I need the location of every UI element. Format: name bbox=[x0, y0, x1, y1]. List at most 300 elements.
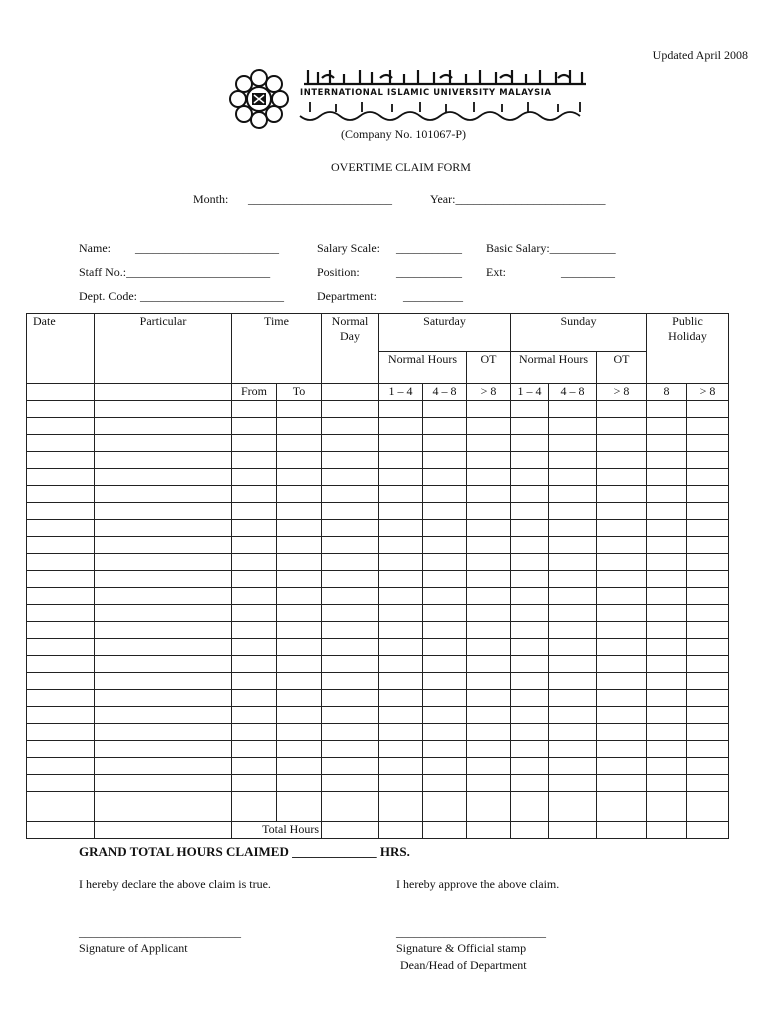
table-cell[interactable] bbox=[95, 401, 232, 418]
table-cell[interactable] bbox=[647, 486, 687, 503]
table-cell[interactable] bbox=[467, 622, 511, 639]
table-cell[interactable] bbox=[379, 486, 423, 503]
table-cell[interactable] bbox=[511, 503, 549, 520]
table-cell[interactable] bbox=[95, 724, 232, 741]
table-cell[interactable] bbox=[597, 622, 647, 639]
table-cell[interactable] bbox=[232, 520, 277, 537]
year-field[interactable]: Year:_________________________ bbox=[430, 192, 606, 206]
table-cell[interactable] bbox=[687, 486, 729, 503]
table-cell[interactable] bbox=[549, 469, 597, 486]
table-cell[interactable] bbox=[322, 792, 379, 822]
table-cell[interactable] bbox=[232, 775, 277, 792]
table-cell[interactable] bbox=[27, 792, 95, 822]
table-cell[interactable] bbox=[549, 503, 597, 520]
table-cell[interactable] bbox=[27, 656, 95, 673]
table-cell[interactable] bbox=[322, 469, 379, 486]
table-cell[interactable] bbox=[27, 486, 95, 503]
table-cell[interactable] bbox=[379, 724, 423, 741]
table-cell[interactable] bbox=[379, 588, 423, 605]
table-cell[interactable] bbox=[27, 775, 95, 792]
table-cell[interactable] bbox=[379, 656, 423, 673]
table-cell[interactable] bbox=[277, 758, 322, 775]
table-cell[interactable] bbox=[597, 639, 647, 656]
table-cell[interactable] bbox=[647, 469, 687, 486]
table-cell[interactable] bbox=[467, 469, 511, 486]
position-field[interactable]: ___________ bbox=[396, 265, 462, 279]
table-cell[interactable] bbox=[95, 605, 232, 622]
table-cell[interactable] bbox=[232, 758, 277, 775]
table-cell[interactable] bbox=[232, 792, 277, 822]
table-cell[interactable] bbox=[687, 656, 729, 673]
table-cell[interactable] bbox=[687, 537, 729, 554]
table-cell[interactable] bbox=[467, 690, 511, 707]
table-cell[interactable] bbox=[511, 486, 549, 503]
table-cell[interactable] bbox=[549, 452, 597, 469]
table-cell[interactable] bbox=[597, 741, 647, 758]
table-cell[interactable] bbox=[687, 588, 729, 605]
table-cell[interactable] bbox=[647, 588, 687, 605]
table-cell[interactable] bbox=[511, 588, 549, 605]
table-cell[interactable] bbox=[322, 571, 379, 588]
table-cell[interactable] bbox=[647, 724, 687, 741]
table-cell[interactable] bbox=[647, 775, 687, 792]
total-cell[interactable] bbox=[597, 822, 647, 839]
table-cell[interactable] bbox=[423, 622, 467, 639]
table-cell[interactable] bbox=[423, 673, 467, 690]
table-cell[interactable] bbox=[423, 571, 467, 588]
table-cell[interactable] bbox=[423, 775, 467, 792]
table-cell[interactable] bbox=[232, 452, 277, 469]
table-cell[interactable] bbox=[277, 418, 322, 435]
table-cell[interactable] bbox=[95, 554, 232, 571]
table-cell[interactable] bbox=[322, 520, 379, 537]
table-cell[interactable] bbox=[423, 554, 467, 571]
table-cell[interactable] bbox=[549, 707, 597, 724]
table-cell[interactable] bbox=[277, 537, 322, 554]
table-cell[interactable] bbox=[27, 435, 95, 452]
table-cell[interactable] bbox=[277, 571, 322, 588]
table-cell[interactable] bbox=[549, 656, 597, 673]
table-cell[interactable] bbox=[549, 741, 597, 758]
table-cell[interactable] bbox=[597, 537, 647, 554]
table-cell[interactable] bbox=[647, 656, 687, 673]
table-cell[interactable] bbox=[27, 758, 95, 775]
ext-field[interactable]: _________ bbox=[561, 265, 615, 279]
table-cell[interactable] bbox=[511, 469, 549, 486]
table-cell[interactable] bbox=[27, 741, 95, 758]
table-cell[interactable] bbox=[277, 554, 322, 571]
table-cell[interactable] bbox=[647, 401, 687, 418]
table-cell[interactable] bbox=[232, 605, 277, 622]
table-cell[interactable] bbox=[549, 792, 597, 822]
table-cell[interactable] bbox=[379, 571, 423, 588]
table-cell[interactable] bbox=[597, 503, 647, 520]
table-cell[interactable] bbox=[379, 554, 423, 571]
table-cell[interactable] bbox=[549, 690, 597, 707]
table-cell[interactable] bbox=[647, 418, 687, 435]
table-cell[interactable] bbox=[511, 520, 549, 537]
table-cell[interactable] bbox=[647, 571, 687, 588]
table-cell[interactable] bbox=[379, 758, 423, 775]
staff-no-field[interactable]: Staff No.:________________________ bbox=[79, 265, 271, 279]
table-cell[interactable] bbox=[597, 554, 647, 571]
table-cell[interactable] bbox=[687, 724, 729, 741]
table-cell[interactable] bbox=[379, 690, 423, 707]
table-cell[interactable] bbox=[467, 775, 511, 792]
table-cell[interactable] bbox=[277, 469, 322, 486]
table-cell[interactable] bbox=[549, 724, 597, 741]
table-cell[interactable] bbox=[322, 741, 379, 758]
table-cell[interactable] bbox=[322, 537, 379, 554]
table-cell[interactable] bbox=[95, 486, 232, 503]
table-cell[interactable] bbox=[95, 520, 232, 537]
table-cell[interactable] bbox=[687, 758, 729, 775]
table-cell[interactable] bbox=[277, 792, 322, 822]
table-cell[interactable] bbox=[687, 741, 729, 758]
table-cell[interactable] bbox=[549, 775, 597, 792]
table-cell[interactable] bbox=[379, 418, 423, 435]
table-cell[interactable] bbox=[27, 724, 95, 741]
table-cell[interactable] bbox=[232, 435, 277, 452]
table-cell[interactable] bbox=[95, 622, 232, 639]
table-cell[interactable] bbox=[423, 758, 467, 775]
table-cell[interactable] bbox=[511, 724, 549, 741]
table-cell[interactable] bbox=[511, 452, 549, 469]
table-cell[interactable] bbox=[597, 452, 647, 469]
table-cell[interactable] bbox=[232, 724, 277, 741]
total-cell[interactable] bbox=[687, 822, 729, 839]
table-cell[interactable] bbox=[597, 435, 647, 452]
table-cell[interactable] bbox=[232, 656, 277, 673]
table-cell[interactable] bbox=[232, 588, 277, 605]
table-cell[interactable] bbox=[232, 537, 277, 554]
table-cell[interactable] bbox=[423, 588, 467, 605]
table-cell[interactable] bbox=[549, 622, 597, 639]
table-cell[interactable] bbox=[95, 639, 232, 656]
table-cell[interactable] bbox=[467, 673, 511, 690]
table-cell[interactable] bbox=[232, 554, 277, 571]
table-cell[interactable] bbox=[95, 673, 232, 690]
table-cell[interactable] bbox=[597, 401, 647, 418]
table-cell[interactable] bbox=[647, 639, 687, 656]
table-cell[interactable] bbox=[467, 435, 511, 452]
table-cell[interactable] bbox=[322, 775, 379, 792]
table-cell[interactable] bbox=[511, 435, 549, 452]
table-cell[interactable] bbox=[232, 418, 277, 435]
table-cell[interactable] bbox=[647, 622, 687, 639]
total-cell[interactable] bbox=[322, 822, 379, 839]
table-cell[interactable] bbox=[467, 605, 511, 622]
table-cell[interactable] bbox=[467, 639, 511, 656]
table-cell[interactable] bbox=[27, 469, 95, 486]
table-cell[interactable] bbox=[423, 418, 467, 435]
table-cell[interactable] bbox=[322, 605, 379, 622]
table-cell[interactable] bbox=[95, 435, 232, 452]
table-cell[interactable] bbox=[423, 656, 467, 673]
table-cell[interactable] bbox=[597, 673, 647, 690]
table-cell[interactable] bbox=[27, 639, 95, 656]
table-cell[interactable] bbox=[423, 537, 467, 554]
table-cell[interactable] bbox=[232, 571, 277, 588]
table-cell[interactable] bbox=[647, 792, 687, 822]
table-cell[interactable] bbox=[95, 741, 232, 758]
table-cell[interactable] bbox=[27, 707, 95, 724]
table-cell[interactable] bbox=[95, 503, 232, 520]
table-cell[interactable] bbox=[647, 503, 687, 520]
table-cell[interactable] bbox=[95, 537, 232, 554]
table-cell[interactable] bbox=[597, 588, 647, 605]
table-cell[interactable] bbox=[379, 520, 423, 537]
table-cell[interactable] bbox=[277, 520, 322, 537]
name-field[interactable]: ________________________ bbox=[135, 241, 279, 255]
table-cell[interactable] bbox=[322, 639, 379, 656]
table-cell[interactable] bbox=[549, 537, 597, 554]
table-cell[interactable] bbox=[277, 435, 322, 452]
table-cell[interactable] bbox=[423, 452, 467, 469]
department-field[interactable]: __________ bbox=[403, 289, 463, 303]
table-cell[interactable] bbox=[277, 707, 322, 724]
table-cell[interactable] bbox=[27, 673, 95, 690]
table-cell[interactable] bbox=[423, 520, 467, 537]
table-cell[interactable] bbox=[27, 503, 95, 520]
table-cell[interactable] bbox=[27, 520, 95, 537]
basic-salary-field[interactable]: Basic Salary:___________ bbox=[486, 241, 616, 255]
table-cell[interactable] bbox=[687, 792, 729, 822]
table-cell[interactable] bbox=[379, 435, 423, 452]
table-cell[interactable] bbox=[95, 707, 232, 724]
table-cell[interactable] bbox=[27, 588, 95, 605]
table-cell[interactable] bbox=[322, 486, 379, 503]
table-cell[interactable] bbox=[27, 571, 95, 588]
table-cell[interactable] bbox=[95, 588, 232, 605]
table-cell[interactable] bbox=[549, 605, 597, 622]
table-cell[interactable] bbox=[549, 639, 597, 656]
table-cell[interactable] bbox=[687, 469, 729, 486]
table-cell[interactable] bbox=[597, 418, 647, 435]
table-cell[interactable] bbox=[277, 639, 322, 656]
table-cell[interactable] bbox=[277, 401, 322, 418]
table-cell[interactable] bbox=[277, 724, 322, 741]
table-cell[interactable] bbox=[467, 724, 511, 741]
table-cell[interactable] bbox=[322, 503, 379, 520]
table-cell[interactable] bbox=[423, 469, 467, 486]
table-cell[interactable] bbox=[379, 673, 423, 690]
total-cell[interactable] bbox=[467, 822, 511, 839]
table-cell[interactable] bbox=[423, 707, 467, 724]
table-cell[interactable] bbox=[597, 690, 647, 707]
table-cell[interactable] bbox=[322, 656, 379, 673]
table-cell[interactable] bbox=[647, 435, 687, 452]
table-cell[interactable] bbox=[95, 469, 232, 486]
table-cell[interactable] bbox=[549, 673, 597, 690]
table-cell[interactable] bbox=[511, 690, 549, 707]
table-cell[interactable] bbox=[277, 452, 322, 469]
table-cell[interactable] bbox=[467, 503, 511, 520]
table-cell[interactable] bbox=[687, 707, 729, 724]
table-cell[interactable] bbox=[467, 520, 511, 537]
table-cell[interactable] bbox=[277, 503, 322, 520]
table-cell[interactable] bbox=[647, 673, 687, 690]
table-cell[interactable] bbox=[467, 401, 511, 418]
table-cell[interactable] bbox=[647, 520, 687, 537]
table-cell[interactable] bbox=[647, 537, 687, 554]
official-signature-line[interactable]: _________________________ bbox=[396, 925, 546, 939]
table-cell[interactable] bbox=[95, 656, 232, 673]
table-cell[interactable] bbox=[423, 605, 467, 622]
table-cell[interactable] bbox=[549, 554, 597, 571]
table-cell[interactable] bbox=[549, 588, 597, 605]
table-cell[interactable] bbox=[322, 435, 379, 452]
table-cell[interactable] bbox=[95, 571, 232, 588]
table-cell[interactable] bbox=[467, 486, 511, 503]
table-cell[interactable] bbox=[511, 401, 549, 418]
table-cell[interactable] bbox=[423, 435, 467, 452]
table-cell[interactable] bbox=[467, 792, 511, 822]
table-cell[interactable] bbox=[597, 486, 647, 503]
table-cell[interactable] bbox=[687, 452, 729, 469]
dept-code-field[interactable]: Dept. Code: ________________________ bbox=[79, 289, 284, 303]
table-cell[interactable] bbox=[379, 707, 423, 724]
table-cell[interactable] bbox=[597, 469, 647, 486]
table-cell[interactable] bbox=[511, 418, 549, 435]
table-cell[interactable] bbox=[467, 656, 511, 673]
table-cell[interactable] bbox=[647, 554, 687, 571]
total-cell[interactable] bbox=[423, 822, 467, 839]
table-cell[interactable] bbox=[423, 486, 467, 503]
table-cell[interactable] bbox=[379, 622, 423, 639]
table-cell[interactable] bbox=[687, 435, 729, 452]
table-cell[interactable] bbox=[27, 401, 95, 418]
table-cell[interactable] bbox=[95, 418, 232, 435]
table-cell[interactable] bbox=[549, 758, 597, 775]
table-cell[interactable] bbox=[647, 707, 687, 724]
table-cell[interactable] bbox=[687, 690, 729, 707]
table-cell[interactable] bbox=[322, 707, 379, 724]
table-cell[interactable] bbox=[232, 639, 277, 656]
table-cell[interactable] bbox=[95, 758, 232, 775]
table-cell[interactable] bbox=[687, 503, 729, 520]
month-field[interactable]: ________________________ bbox=[248, 192, 392, 206]
table-cell[interactable] bbox=[423, 792, 467, 822]
table-cell[interactable] bbox=[687, 673, 729, 690]
table-cell[interactable] bbox=[232, 486, 277, 503]
table-cell[interactable] bbox=[379, 537, 423, 554]
table-cell[interactable] bbox=[511, 792, 549, 822]
table-cell[interactable] bbox=[511, 605, 549, 622]
table-cell[interactable] bbox=[467, 571, 511, 588]
table-cell[interactable] bbox=[423, 639, 467, 656]
table-cell[interactable] bbox=[687, 639, 729, 656]
table-cell[interactable] bbox=[379, 792, 423, 822]
table-cell[interactable] bbox=[322, 673, 379, 690]
table-cell[interactable] bbox=[379, 741, 423, 758]
table-cell[interactable] bbox=[597, 656, 647, 673]
table-cell[interactable] bbox=[687, 554, 729, 571]
table-cell[interactable] bbox=[277, 486, 322, 503]
table-cell[interactable] bbox=[277, 690, 322, 707]
table-cell[interactable] bbox=[423, 690, 467, 707]
table-cell[interactable] bbox=[277, 588, 322, 605]
table-cell[interactable] bbox=[27, 605, 95, 622]
table-cell[interactable] bbox=[95, 792, 232, 822]
table-cell[interactable] bbox=[687, 401, 729, 418]
table-cell[interactable] bbox=[232, 469, 277, 486]
table-cell[interactable] bbox=[511, 571, 549, 588]
table-cell[interactable] bbox=[379, 401, 423, 418]
table-cell[interactable] bbox=[322, 622, 379, 639]
table-cell[interactable] bbox=[232, 622, 277, 639]
table-cell[interactable] bbox=[597, 758, 647, 775]
table-cell[interactable] bbox=[467, 741, 511, 758]
table-cell[interactable] bbox=[597, 605, 647, 622]
table-cell[interactable] bbox=[597, 707, 647, 724]
table-cell[interactable] bbox=[467, 537, 511, 554]
table-cell[interactable] bbox=[549, 418, 597, 435]
table-cell[interactable] bbox=[277, 656, 322, 673]
table-cell[interactable] bbox=[467, 452, 511, 469]
table-cell[interactable] bbox=[597, 775, 647, 792]
table-cell[interactable] bbox=[232, 503, 277, 520]
table-cell[interactable] bbox=[511, 758, 549, 775]
table-cell[interactable] bbox=[511, 775, 549, 792]
table-cell[interactable] bbox=[322, 758, 379, 775]
table-cell[interactable] bbox=[27, 418, 95, 435]
table-cell[interactable] bbox=[597, 792, 647, 822]
table-cell[interactable] bbox=[687, 775, 729, 792]
table-cell[interactable] bbox=[423, 401, 467, 418]
table-cell[interactable] bbox=[322, 418, 379, 435]
table-cell[interactable] bbox=[232, 707, 277, 724]
table-cell[interactable] bbox=[687, 605, 729, 622]
table-cell[interactable] bbox=[687, 418, 729, 435]
table-cell[interactable] bbox=[549, 435, 597, 452]
table-cell[interactable] bbox=[597, 571, 647, 588]
table-cell[interactable] bbox=[379, 469, 423, 486]
total-cell[interactable] bbox=[379, 822, 423, 839]
table-cell[interactable] bbox=[322, 724, 379, 741]
table-cell[interactable] bbox=[511, 622, 549, 639]
table-cell[interactable] bbox=[322, 588, 379, 605]
table-cell[interactable] bbox=[687, 622, 729, 639]
table-cell[interactable] bbox=[511, 554, 549, 571]
table-cell[interactable] bbox=[379, 775, 423, 792]
table-cell[interactable] bbox=[27, 690, 95, 707]
table-cell[interactable] bbox=[467, 707, 511, 724]
total-cell[interactable] bbox=[549, 822, 597, 839]
table-cell[interactable] bbox=[597, 724, 647, 741]
total-cell[interactable] bbox=[511, 822, 549, 839]
table-cell[interactable] bbox=[232, 401, 277, 418]
table-cell[interactable] bbox=[511, 656, 549, 673]
table-cell[interactable] bbox=[277, 775, 322, 792]
table-cell[interactable] bbox=[322, 401, 379, 418]
salary-scale-field[interactable]: ___________ bbox=[396, 241, 462, 255]
table-cell[interactable] bbox=[27, 554, 95, 571]
table-cell[interactable] bbox=[467, 554, 511, 571]
table-cell[interactable] bbox=[511, 537, 549, 554]
table-cell[interactable] bbox=[232, 673, 277, 690]
table-cell[interactable] bbox=[597, 520, 647, 537]
table-cell[interactable] bbox=[277, 622, 322, 639]
table-cell[interactable] bbox=[423, 741, 467, 758]
table-cell[interactable] bbox=[647, 741, 687, 758]
table-cell[interactable] bbox=[322, 690, 379, 707]
table-cell[interactable] bbox=[687, 520, 729, 537]
table-cell[interactable] bbox=[647, 452, 687, 469]
table-cell[interactable] bbox=[277, 741, 322, 758]
table-cell[interactable] bbox=[467, 588, 511, 605]
table-cell[interactable] bbox=[549, 520, 597, 537]
